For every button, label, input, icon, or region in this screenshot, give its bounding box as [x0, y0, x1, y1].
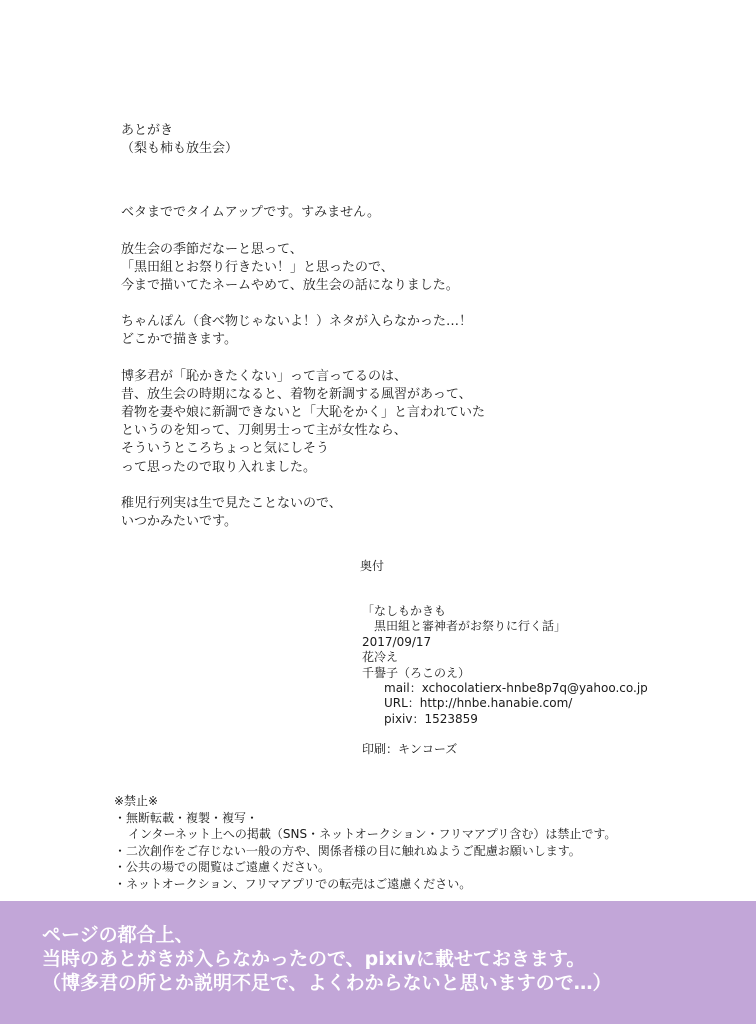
afterword-section [121, 122, 681, 549]
prohibition-item: ・無断転載・複製・複写・ [114, 810, 259, 825]
note-banner-text [42, 923, 612, 995]
colophon-url: URL：http://hnbe.hanabie.com/ [384, 696, 573, 711]
afterword-paragraph: 放生会の季節だなーと思って、 「黒田組とお祭り行きたい！」と思ったので、 今まで描いてたネームやめて、放生会の話になりました。 [121, 241, 459, 294]
afterword-paragraph: ベタまででタイムアップです。すみません。 [121, 205, 380, 221]
colophon-spacer [362, 727, 752, 742]
prohibition-item: インターネット上への掲載（SNS・ネットオークション・フリマアプリ含む）は禁止です。 [128, 827, 617, 841]
note-banner-line: ページの都合上、 [42, 924, 194, 946]
afterword-heading: あとがき [121, 123, 174, 138]
prohibition-section [114, 793, 674, 892]
colophon-circle: 花冷え [362, 650, 399, 665]
colophon-title: 奥付 [360, 559, 385, 573]
prohibition-item: ・ネットオークション、フリマアプリでの転売はご遠慮ください。 [114, 876, 472, 891]
colophon-book-title-2: 黒田組と審神者がお祭りに行く話」 [374, 619, 567, 634]
colophon-book-title-1: 「なしもかきも [362, 604, 447, 618]
colophon-date: 2017/09/17 [362, 634, 432, 649]
prohibition-item: ・公共の場での閲覧はご遠慮ください。 [114, 860, 331, 874]
afterword-paragraph: 博多君が「恥かきたくない」って言ってるのは、 昔、放生会の時期になると、着物を新調する風習があって、 着物を妻や娘に新調できないと「大恥をかく」と言われていた というのを知って、刀剣男士って主が女性なら、 そういうところちょっと気にしそう って思ったので取り入れました。 [121, 368, 486, 475]
afterword-paragraph: 稚児行列実は生で見たことないので、 いつかみたいです。 [121, 495, 342, 530]
note-banner-line: （博多君の所とか説明不足で、よくわからないと思いますので…） [42, 972, 612, 994]
afterword-paragraph: ちゃんぽん（食べ物じゃないよ！）ネタが入らなかった…！ どこかで描きます。 [121, 314, 473, 348]
colophon-author: 千譽子（ろこのえ） [362, 665, 471, 680]
prohibition-title: ※禁止※ [114, 794, 159, 808]
afterword-subheading: （梨も柿も放生会） [121, 141, 239, 157]
colophon-pixiv: pixiv：1523859 [384, 711, 478, 726]
colophon-mail: mail：xchocolatierx-hnbe8p7q@yahoo.co.jp [384, 681, 648, 696]
note-banner-line: 当時のあとがきが入らなかったので、pixivに載せておきます。 [42, 948, 586, 970]
colophon-printer: 印刷：キンコーズ [362, 742, 458, 757]
prohibition-item: ・二次創作をご存じない一般の方や、関係者様の目に触れぬようご配慮お願いします。 [114, 843, 581, 858]
colophon-section [362, 604, 752, 758]
